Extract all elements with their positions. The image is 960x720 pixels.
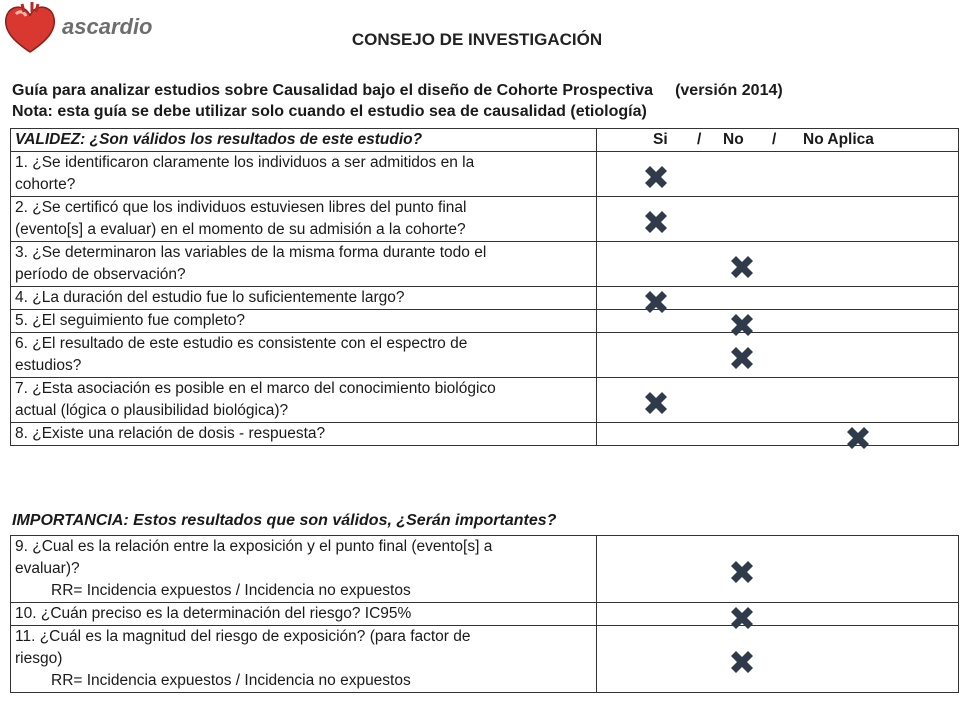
answer-mark-no-icon xyxy=(727,252,757,282)
question-text xyxy=(11,423,597,446)
question-line: 11. ¿Cuál es la magnitud del riesgo de exposición? (para factor de xyxy=(15,628,471,645)
question-text xyxy=(11,287,597,310)
question-text xyxy=(11,626,597,693)
answer-cell[interactable] xyxy=(597,287,959,310)
formula-line: RR= Incidencia expuestos / Incidencia no expuestos xyxy=(51,672,411,689)
option-separator: / xyxy=(772,131,777,148)
answer-mark-no-icon xyxy=(727,557,757,587)
answer-options-header xyxy=(597,129,959,152)
option-si-label: Si xyxy=(653,131,668,148)
question-text xyxy=(11,333,597,378)
question-line: 1. ¿Se identificaron claramente los individuos a ser admitidos en la xyxy=(15,154,475,171)
question-line: 10. ¿Cuán preciso es la determinación del riesgo? IC95% xyxy=(15,605,412,622)
guide-note: Nota: esta guía se debe utilizar solo cuando el estudio sea de causalidad (etiología) xyxy=(12,103,647,120)
question-text xyxy=(11,536,597,603)
question-line: evaluar)? xyxy=(15,560,80,577)
guide-header xyxy=(12,80,783,122)
validez-title: VALIDEZ: ¿Son válidos los resultados de este estudio? xyxy=(11,129,597,152)
question-line: estudios? xyxy=(15,357,82,374)
question-line: 4. ¿La duración del estudio fue lo suficientemente largo? xyxy=(15,289,405,306)
answer-cell[interactable] xyxy=(597,333,959,378)
answer-cell[interactable] xyxy=(597,603,959,626)
question-line: 2. ¿Se certificó que los individuos estuviesen libres del punto final xyxy=(15,199,467,216)
question-row xyxy=(11,626,959,693)
question-line: 5. ¿El seguimiento fue completo? xyxy=(15,312,246,329)
question-line: 6. ¿El resultado de este estudio es consistente con el espectro de xyxy=(15,335,468,352)
question-row xyxy=(11,603,959,626)
question-row xyxy=(11,310,959,333)
question-line: (evento[s] a evaluar) en el momento de su admisión a la cohorte? xyxy=(15,221,466,238)
importancia-title: IMPORTANCIA: Estos resultados que son válidos, ¿Serán importantes? xyxy=(12,512,557,529)
answer-cell[interactable] xyxy=(597,152,959,197)
importancia-table xyxy=(10,535,959,693)
question-line: período de observación? xyxy=(15,266,186,283)
question-row xyxy=(11,197,959,242)
answer-cell[interactable] xyxy=(597,536,959,603)
option-no-label: No xyxy=(723,131,744,148)
guide-line: Guía para analizar estudios sobre Causalidad bajo el diseño de Cohorte Prospectiva xyxy=(12,82,654,99)
formula-line: RR= Incidencia expuestos / Incidencia no expuestos xyxy=(51,582,411,599)
logo-text: ascardio xyxy=(62,14,153,39)
question-line: 8. ¿Existe una relación de dosis - respuesta? xyxy=(15,425,326,442)
answer-cell[interactable] xyxy=(597,423,959,446)
question-text xyxy=(11,603,597,626)
answer-mark-na-icon xyxy=(843,423,873,453)
question-line: 7. ¿Esta asociación es posible en el marco del conocimiento biológico xyxy=(15,380,496,397)
answer-cell[interactable] xyxy=(597,378,959,423)
question-row xyxy=(11,333,959,378)
question-row xyxy=(11,287,959,310)
option-separator: / xyxy=(697,131,702,148)
question-row xyxy=(11,536,959,603)
answer-cell[interactable] xyxy=(597,310,959,333)
answer-mark-si-icon xyxy=(641,388,671,418)
question-line: actual (lógica o plausibilidad biológica)? xyxy=(15,402,289,419)
answer-mark-no-icon xyxy=(727,343,757,373)
validez-table xyxy=(10,128,959,446)
question-row xyxy=(11,378,959,423)
question-line: 3. ¿Se determinaron las variables de la misma forma durante todo el xyxy=(15,244,487,261)
question-row xyxy=(11,423,959,446)
answer-cell[interactable] xyxy=(597,242,959,287)
question-text xyxy=(11,310,597,333)
answer-mark-si-icon xyxy=(641,162,671,192)
question-line: 9. ¿Cual es la relación entre la exposición y el punto final (evento[s] a xyxy=(15,538,493,555)
question-text xyxy=(11,197,597,242)
question-line: riesgo) xyxy=(15,650,63,667)
answer-cell[interactable] xyxy=(597,197,959,242)
option-na-label: No Aplica xyxy=(803,131,874,148)
question-text xyxy=(11,378,597,423)
answer-mark-no-icon xyxy=(727,647,757,677)
question-text xyxy=(11,152,597,197)
question-row xyxy=(11,152,959,197)
question-row xyxy=(11,242,959,287)
validez-header-row xyxy=(11,129,959,152)
answer-mark-si-icon xyxy=(641,207,671,237)
answer-cell[interactable] xyxy=(597,626,959,693)
question-line: cohorte? xyxy=(15,176,76,193)
page-title: CONSEJO DE INVESTIGACIÓN xyxy=(351,30,603,49)
version-label: (versión 2014) xyxy=(675,82,783,99)
question-text xyxy=(11,242,597,287)
